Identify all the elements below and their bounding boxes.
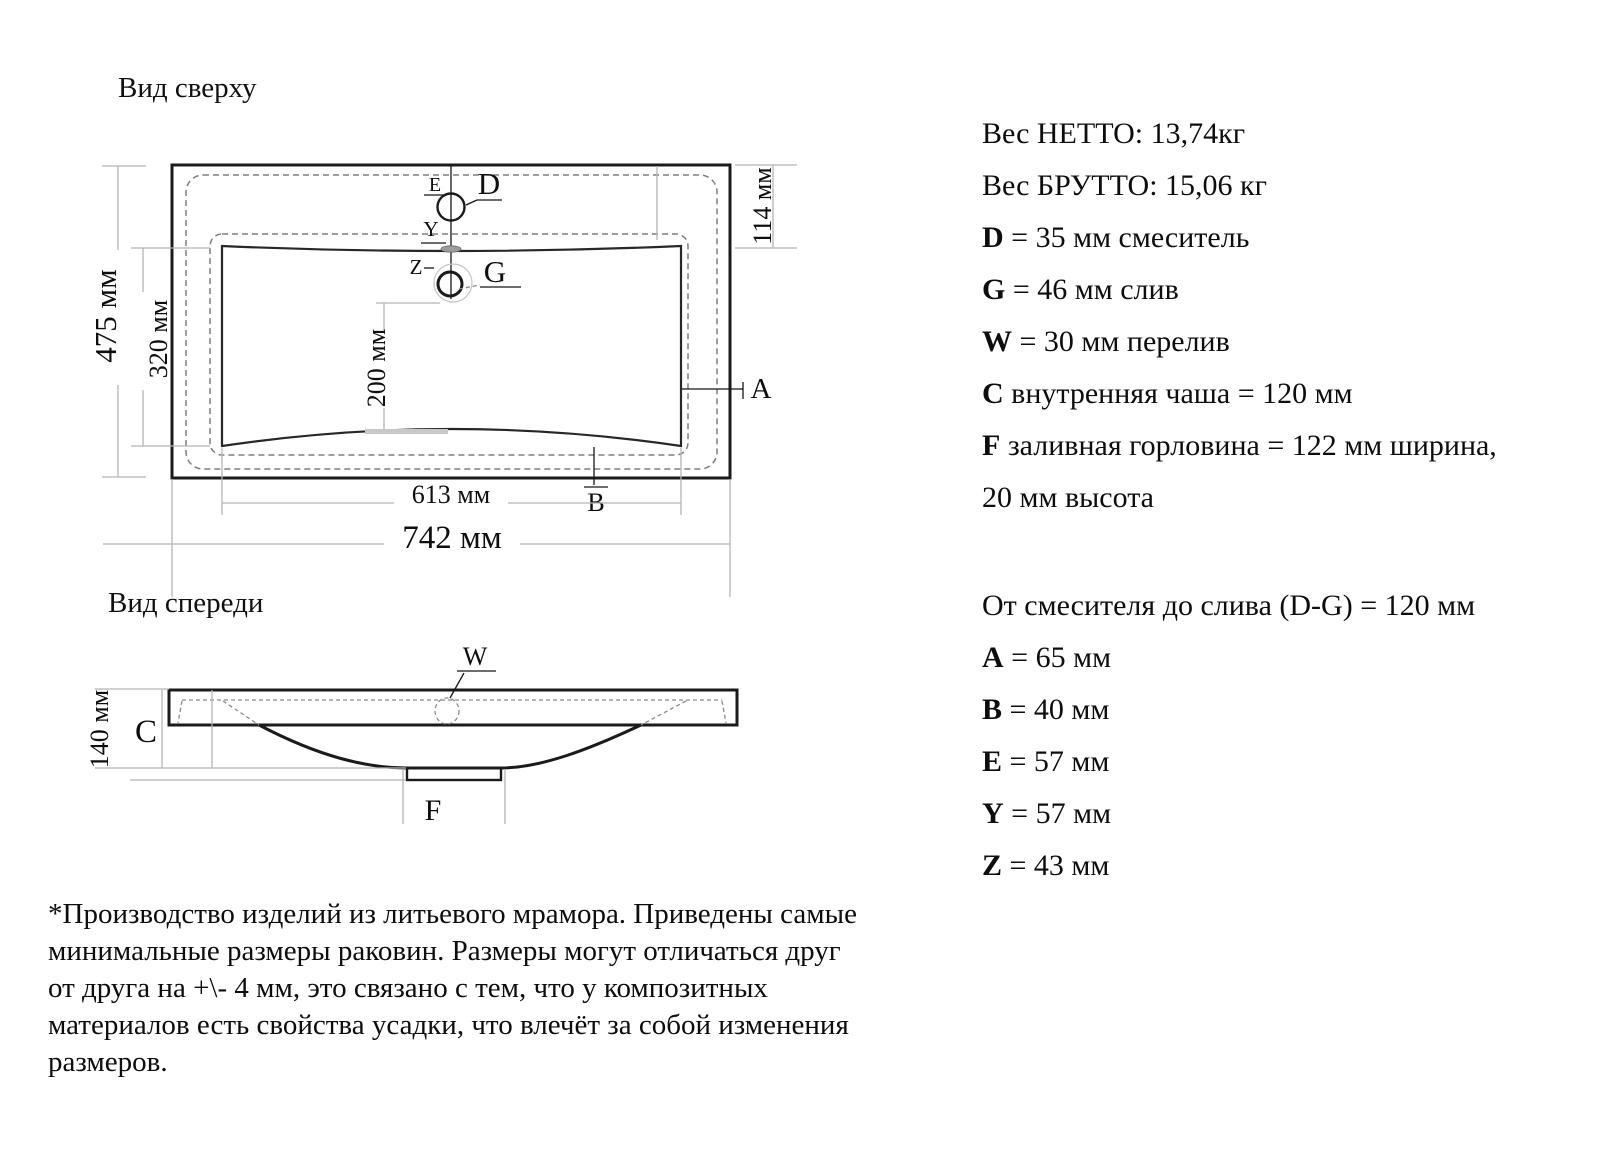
spec-line (982, 429, 1497, 463)
spec-line (982, 797, 1111, 831)
spec-key: W (982, 325, 1012, 358)
footnote-line: материалов есть свойства усадки, что влечёт за собой изменения (48, 1009, 849, 1041)
marker-D-leader (466, 200, 477, 205)
marker-Y (421, 217, 446, 243)
spec-line (982, 377, 1353, 411)
front-view-title: Вид спереди (108, 587, 264, 619)
footnote-line: *Производство изделий из литьевого мрамора. Приведены самые (48, 898, 857, 930)
marker-E-label: E (428, 174, 442, 196)
spec-key: B (982, 693, 1003, 726)
marker-G-label: G (483, 254, 507, 289)
dim-basin-width (222, 448, 681, 515)
spec-key: Y (982, 797, 1004, 830)
spec-text: = 46 мм слив (1005, 273, 1179, 306)
spec-line (982, 641, 1111, 675)
spec-text: = 57 мм (1002, 745, 1110, 778)
spec-text: Вес НЕТТО: 13,74кг (982, 117, 1246, 150)
dim-outer-depth (88, 166, 146, 477)
marker-F-label: F (424, 794, 442, 827)
spec-line (982, 693, 1109, 727)
spec-line (982, 221, 1249, 255)
marker-A (682, 373, 772, 405)
footnote-line: минимальные размеры раковин. Размеры могут отличаться друг (48, 935, 841, 967)
top-view (88, 165, 797, 597)
marker-E (424, 174, 447, 196)
overflow-slot (441, 246, 461, 252)
marker-Z-label: Z (409, 255, 423, 279)
spec-key: E (982, 745, 1003, 778)
dim-front-height (85, 689, 406, 780)
dim-filler-neck (403, 769, 505, 824)
spec-text: = 30 мм перелив (1012, 325, 1230, 358)
spec-line (982, 325, 1230, 359)
spec-text: внутренняя чаша = 120 мм (1003, 377, 1353, 410)
dim-basin-width-label: 613 мм (411, 480, 491, 509)
spec-line (982, 481, 1154, 515)
spec-key: G (982, 273, 1006, 306)
spec-line (982, 273, 1179, 307)
footnote-line: от друга на +\- 4 мм, это связано с тем, что у композитных (48, 972, 768, 1004)
front-view (85, 642, 737, 827)
marker-B (584, 447, 608, 517)
spec-line (982, 117, 1245, 151)
dim-basin-depth-label: 320 мм (144, 299, 173, 379)
spec-text: = 40 мм (1002, 693, 1110, 726)
spec-text: От смесителя до слива (D-G) = 120 мм (982, 589, 1476, 622)
spec-key: D (982, 221, 1004, 254)
spec-text: = 43 мм (1002, 849, 1110, 882)
spec-text: заливная горловина = 122 мм ширина, (1000, 429, 1497, 462)
filler-neck (407, 768, 501, 780)
marker-W-label: W (462, 642, 488, 671)
drain-hole (438, 272, 462, 296)
top-view-title: Вид сверху (118, 72, 257, 104)
bowl-profile-curve (259, 725, 641, 768)
dim-drain-offset (362, 303, 448, 434)
spec-text: Вес БРУТТО: 15,06 кг (982, 169, 1267, 202)
spec-key: Z (982, 849, 1003, 882)
spec-line (982, 589, 1475, 623)
marker-B-label: B (587, 488, 605, 517)
dim-faucet-edge-offset-label: 114 мм (748, 167, 777, 245)
basin-dashed-rect (210, 234, 688, 455)
marker-D (466, 166, 502, 205)
spec-text: = 57 мм (1003, 797, 1112, 830)
marker-Y-label: Y (423, 217, 439, 241)
dim-outer-depth-label: 475 мм (88, 269, 123, 363)
footnote-line: размеров. (48, 1046, 168, 1078)
spec-text: = 65 мм (1003, 641, 1112, 674)
dim-drain-offset-label: 200 мм (362, 328, 391, 408)
filler-neck-ghost (365, 429, 448, 434)
marker-Z (410, 255, 434, 279)
marker-D-label: D (477, 166, 501, 201)
spec-key: F (982, 429, 1001, 462)
dim-front-height-label: 140 мм (85, 689, 114, 769)
spec-text: = 35 мм смеситель (1003, 221, 1250, 254)
front-body-rect (169, 690, 737, 725)
spec-key: A (982, 641, 1004, 674)
spec-line (982, 849, 1109, 883)
spec-key: C (982, 377, 1004, 410)
marker-W-leader (450, 673, 464, 698)
marker-C-label: C (134, 714, 158, 750)
dim-outer-width-label: 742 мм (402, 520, 502, 556)
dim-faucet-edge-offset (657, 165, 797, 248)
spec-line (982, 745, 1109, 779)
spec-line (982, 169, 1267, 203)
overflow-hole (435, 698, 459, 724)
spec-text: 20 мм высота (982, 481, 1155, 514)
marker-A-label: A (750, 373, 772, 405)
